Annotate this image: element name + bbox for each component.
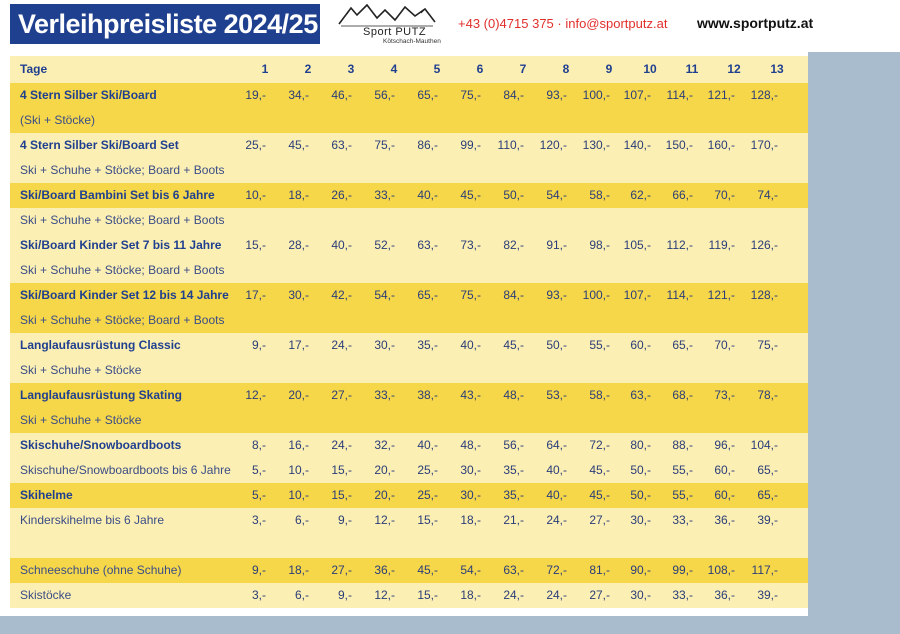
price-cell: 42,- — [331, 288, 352, 302]
table-row — [10, 383, 808, 408]
row-note: (Ski + Stöcke) — [20, 113, 96, 127]
price-cell: 33,- — [672, 588, 693, 602]
contact — [458, 16, 667, 31]
price-cell: 30,- — [630, 588, 651, 602]
day-header-1: 1 — [261, 62, 269, 76]
price-group — [10, 133, 808, 183]
row-note: Ski + Schuhe + Stöcke; Board + Boots — [20, 213, 225, 227]
mountain-logo-icon — [337, 2, 437, 28]
price-cell: 24,- — [331, 338, 352, 352]
price-cell: 15,- — [417, 588, 438, 602]
price-cell: 36,- — [374, 563, 395, 577]
price-cell: 128,- — [750, 288, 778, 302]
price-cell: 17,- — [288, 338, 309, 352]
price-cell: 50,- — [546, 338, 567, 352]
price-cell: 150,- — [665, 138, 693, 152]
price-cell: 26,- — [331, 188, 352, 202]
price-cell: 130,- — [582, 138, 610, 152]
price-cell: 43,- — [460, 388, 481, 402]
price-group — [10, 583, 808, 608]
price-cell: 75,- — [460, 88, 481, 102]
table-row — [10, 358, 808, 383]
price-cell: 62,- — [630, 188, 651, 202]
price-cell: 55,- — [672, 488, 693, 502]
price-cell: 16,- — [288, 438, 309, 452]
price-group — [10, 483, 808, 558]
price-group — [10, 433, 808, 483]
table-row — [10, 308, 808, 333]
price-cell: 30,- — [374, 338, 395, 352]
price-cell: 50,- — [630, 488, 651, 502]
price-cell: 104,- — [750, 438, 778, 452]
day-header-10: 10 — [643, 62, 657, 76]
bottom-band — [0, 616, 900, 634]
price-cell: 114,- — [666, 288, 693, 302]
price-cell: 9,- — [251, 338, 266, 352]
price-cell: 40,- — [460, 338, 481, 352]
day-header-4: 4 — [390, 62, 398, 76]
price-cell: 30,- — [288, 288, 309, 302]
table-row — [10, 433, 808, 458]
table-row — [10, 258, 808, 283]
page-title: Verleihpreisliste 2024/25 — [10, 4, 320, 44]
price-cell: 52,- — [374, 238, 395, 252]
price-cell: 21,- — [503, 513, 524, 527]
price-cell: 35,- — [417, 338, 438, 352]
price-cell: 70,- — [714, 338, 735, 352]
day-header-5: 5 — [433, 62, 441, 76]
price-cell: 33,- — [672, 513, 693, 527]
price-cell: 38,- — [417, 388, 438, 402]
price-cell: 40,- — [546, 488, 567, 502]
price-cell: 128,- — [750, 88, 778, 102]
row-title: Ski/Board Bambini Set bis 6 Jahre — [20, 188, 215, 202]
price-cell: 25,- — [245, 138, 266, 152]
price-cell: 110,- — [497, 138, 524, 152]
price-cell: 45,- — [288, 138, 309, 152]
price-cell: 30,- — [460, 463, 481, 477]
price-cell: 48,- — [460, 438, 481, 452]
price-cell: 45,- — [503, 338, 524, 352]
price-cell: 9,- — [337, 513, 352, 527]
price-cell: 45,- — [417, 563, 438, 577]
price-cell: 9,- — [337, 588, 352, 602]
price-cell: 10,- — [288, 463, 309, 477]
price-cell: 140,- — [623, 138, 651, 152]
price-cell: 10,- — [288, 488, 309, 502]
price-cell: 24,- — [503, 588, 524, 602]
price-cell: 32,- — [374, 438, 395, 452]
email-address[interactable]: info@sportputz.at — [565, 16, 668, 31]
side-band — [808, 52, 900, 634]
price-cell: 73,- — [714, 388, 735, 402]
table-row — [10, 558, 808, 583]
price-cell: 25,- — [417, 463, 438, 477]
table-row — [10, 133, 808, 158]
price-cell: 3,- — [251, 588, 266, 602]
header — [0, 0, 900, 52]
price-cell: 20,- — [374, 463, 395, 477]
day-header-2: 2 — [304, 62, 312, 76]
price-cell: 12,- — [374, 588, 395, 602]
price-cell: 90,- — [630, 563, 651, 577]
price-cell: 88,- — [672, 438, 693, 452]
table-row — [10, 483, 808, 508]
row-spacer — [10, 533, 808, 558]
price-cell: 55,- — [672, 463, 693, 477]
price-cell: 60,- — [714, 463, 735, 477]
price-cell: 18,- — [288, 563, 309, 577]
price-cell: 121,- — [707, 88, 735, 102]
day-header-7: 7 — [519, 62, 527, 76]
day-header-9: 9 — [605, 62, 613, 76]
price-cell: 33,- — [374, 388, 395, 402]
price-cell: 114,- — [666, 88, 693, 102]
price-cell: 18,- — [460, 513, 481, 527]
row-title: 4 Stern Silber Ski/Board Set — [20, 138, 179, 152]
row-title: Ski/Board Kinder Set 7 bis 11 Jahre — [20, 238, 222, 252]
price-cell: 56,- — [503, 438, 524, 452]
table-row — [10, 283, 808, 308]
day-header-3: 3 — [347, 62, 355, 76]
price-cell: 55,- — [589, 338, 610, 352]
table-row — [10, 583, 808, 608]
table-row — [10, 408, 808, 433]
row-title: Langlaufausrüstung Classic — [20, 338, 181, 352]
price-cell: 27,- — [331, 388, 352, 402]
day-header-11: 11 — [685, 62, 699, 76]
table-row — [10, 108, 808, 133]
price-cell: 80,- — [630, 438, 651, 452]
price-cell: 64,- — [546, 438, 567, 452]
price-cell: 30,- — [460, 488, 481, 502]
price-cell: 72,- — [546, 563, 567, 577]
price-cell: 100,- — [582, 288, 610, 302]
price-cell: 58,- — [589, 388, 610, 402]
price-cell: 25,- — [417, 488, 438, 502]
price-cell: 6,- — [294, 588, 309, 602]
price-cell: 27,- — [589, 588, 610, 602]
head-label: Tage — [20, 62, 48, 76]
price-cell: 50,- — [630, 463, 651, 477]
phone-number[interactable]: +43 (0)4715 375 — [458, 16, 554, 31]
price-cell: 8,- — [251, 438, 266, 452]
price-cell: 45,- — [589, 463, 610, 477]
price-cell: 63,- — [630, 388, 651, 402]
price-cell: 119,- — [708, 238, 735, 252]
price-cell: 58,- — [589, 188, 610, 202]
price-cell: 18,- — [288, 188, 309, 202]
price-cell: 60,- — [714, 488, 735, 502]
price-cell: 63,- — [417, 238, 438, 252]
price-cell: 5,- — [251, 488, 266, 502]
price-group — [10, 383, 808, 433]
price-cell: 96,- — [714, 438, 735, 452]
price-cell: 3,- — [251, 513, 266, 527]
price-cell: 35,- — [503, 488, 524, 502]
day-header-12: 12 — [727, 62, 741, 76]
price-cell: 78,- — [757, 388, 778, 402]
price-group — [10, 233, 808, 283]
price-cell: 84,- — [503, 88, 524, 102]
price-cell: 72,- — [589, 438, 610, 452]
logo-place: Kötschach-Mauthen — [383, 38, 441, 45]
price-cell: 81,- — [589, 563, 610, 577]
price-cell: 105,- — [623, 238, 651, 252]
price-cell: 74,- — [757, 188, 778, 202]
price-cell: 27,- — [331, 563, 352, 577]
day-header-8: 8 — [562, 62, 570, 76]
price-cell: 15,- — [331, 488, 352, 502]
price-cell: 9,- — [251, 563, 266, 577]
price-cell: 24,- — [546, 513, 567, 527]
price-cell: 39,- — [757, 588, 778, 602]
price-cell: 10,- — [245, 188, 266, 202]
day-header-6: 6 — [476, 62, 484, 76]
contact-separator: · — [553, 16, 566, 31]
price-cell: 40,- — [331, 238, 352, 252]
price-cell: 107,- — [623, 288, 651, 302]
price-cell: 93,- — [546, 288, 567, 302]
price-cell: 53,- — [546, 388, 567, 402]
price-cell: 34,- — [288, 88, 309, 102]
price-cell: 24,- — [331, 438, 352, 452]
row-title: Skischuhe/Snowboardboots — [20, 438, 182, 452]
row-title: Skihelme — [20, 488, 73, 502]
price-cell: 54,- — [460, 563, 481, 577]
price-cell: 84,- — [503, 288, 524, 302]
price-cell: 108,- — [707, 563, 735, 577]
row-title: 4 Stern Silber Ski/Board — [20, 88, 157, 102]
price-cell: 33,- — [374, 188, 395, 202]
price-cell: 54,- — [546, 188, 567, 202]
row-note: Kinderskihelme bis 6 Jahre — [20, 513, 165, 527]
price-cell: 20,- — [374, 488, 395, 502]
price-cell: 63,- — [331, 138, 352, 152]
price-cell: 6,- — [294, 513, 309, 527]
price-table — [10, 56, 808, 608]
table-row — [10, 183, 808, 208]
price-cell: 45,- — [589, 488, 610, 502]
price-group — [10, 333, 808, 383]
price-cell: 28,- — [288, 238, 309, 252]
price-cell: 5,- — [251, 463, 266, 477]
row-note: Ski + Schuhe + Stöcke; Board + Boots — [20, 263, 225, 277]
row-note: Ski + Schuhe + Stöcke — [20, 363, 142, 377]
price-cell: 50,- — [503, 188, 524, 202]
price-cell: 40,- — [417, 438, 438, 452]
price-cell: 117,- — [751, 563, 778, 577]
price-cell: 86,- — [417, 138, 438, 152]
price-cell: 40,- — [546, 463, 567, 477]
price-cell: 121,- — [707, 288, 735, 302]
table-row — [10, 158, 808, 183]
price-cell: 48,- — [503, 388, 524, 402]
price-cell: 65,- — [757, 463, 778, 477]
day-header-13: 13 — [770, 62, 784, 76]
price-cell: 17,- — [245, 288, 266, 302]
table-row — [10, 333, 808, 358]
table-row — [10, 458, 808, 483]
price-cell: 40,- — [417, 188, 438, 202]
price-cell: 75,- — [460, 288, 481, 302]
price-cell: 60,- — [630, 338, 651, 352]
price-group — [10, 83, 808, 133]
logo — [333, 2, 455, 48]
price-group — [10, 283, 808, 333]
price-cell: 63,- — [503, 563, 524, 577]
row-title: Ski/Board Kinder Set 12 bis 14 Jahre — [20, 288, 229, 302]
table-row — [10, 83, 808, 108]
table-row — [10, 208, 808, 233]
price-cell: 170,- — [750, 138, 778, 152]
price-cell: 65,- — [672, 338, 693, 352]
price-cell: 126,- — [750, 238, 778, 252]
price-cell: 82,- — [503, 238, 524, 252]
price-cell: 12,- — [374, 513, 395, 527]
price-cell: 24,- — [546, 588, 567, 602]
price-cell: 65,- — [757, 488, 778, 502]
price-cell: 36,- — [714, 588, 735, 602]
price-cell: 45,- — [460, 188, 481, 202]
price-cell: 54,- — [374, 288, 395, 302]
row-note: Ski + Schuhe + Stöcke; Board + Boots — [20, 163, 225, 177]
price-cell: 36,- — [714, 513, 735, 527]
table-row — [10, 233, 808, 258]
price-cell: 56,- — [374, 88, 395, 102]
price-cell: 98,- — [589, 238, 610, 252]
price-cell: 15,- — [417, 513, 438, 527]
price-cell: 39,- — [757, 513, 778, 527]
price-cell: 120,- — [539, 138, 567, 152]
price-cell: 99,- — [460, 138, 481, 152]
price-cell: 12,- — [245, 388, 266, 402]
price-cell: 27,- — [589, 513, 610, 527]
price-cell: 65,- — [417, 88, 438, 102]
price-group — [10, 183, 808, 233]
price-cell: 68,- — [672, 388, 693, 402]
row-note: Skischuhe/Snowboardboots bis 6 Jahre — [20, 463, 231, 477]
price-cell: 160,- — [707, 138, 735, 152]
price-cell: 66,- — [672, 188, 693, 202]
price-cell: 93,- — [546, 88, 567, 102]
row-note: Ski + Schuhe + Stöcke — [20, 413, 142, 427]
row-title: Langlaufausrüstung Skating — [20, 388, 183, 402]
price-cell: 91,- — [546, 238, 567, 252]
price-cell: 19,- — [245, 88, 266, 102]
price-cell: 75,- — [757, 338, 778, 352]
row-title: Skistöcke — [20, 588, 72, 602]
table-row — [10, 508, 808, 533]
price-cell: 35,- — [503, 463, 524, 477]
price-cell: 100,- — [582, 88, 610, 102]
row-note: Ski + Schuhe + Stöcke; Board + Boots — [20, 313, 225, 327]
price-cell: 65,- — [417, 288, 438, 302]
price-group — [10, 558, 808, 583]
price-cell: 15,- — [245, 238, 266, 252]
price-cell: 75,- — [374, 138, 395, 152]
price-cell: 20,- — [288, 388, 309, 402]
price-cell: 112,- — [666, 238, 693, 252]
table-header-row — [10, 56, 808, 83]
price-cell: 73,- — [460, 238, 481, 252]
price-cell: 99,- — [672, 563, 693, 577]
price-cell: 107,- — [623, 88, 651, 102]
price-cell: 18,- — [460, 588, 481, 602]
price-cell: 46,- — [331, 88, 352, 102]
row-title: Schneeschuhe (ohne Schuhe) — [20, 563, 182, 577]
price-cell: 15,- — [331, 463, 352, 477]
price-cell: 30,- — [630, 513, 651, 527]
logo-name: Sport PUTZ — [363, 26, 427, 38]
price-cell: 70,- — [714, 188, 735, 202]
website-url[interactable]: www.sportputz.at — [697, 15, 814, 31]
